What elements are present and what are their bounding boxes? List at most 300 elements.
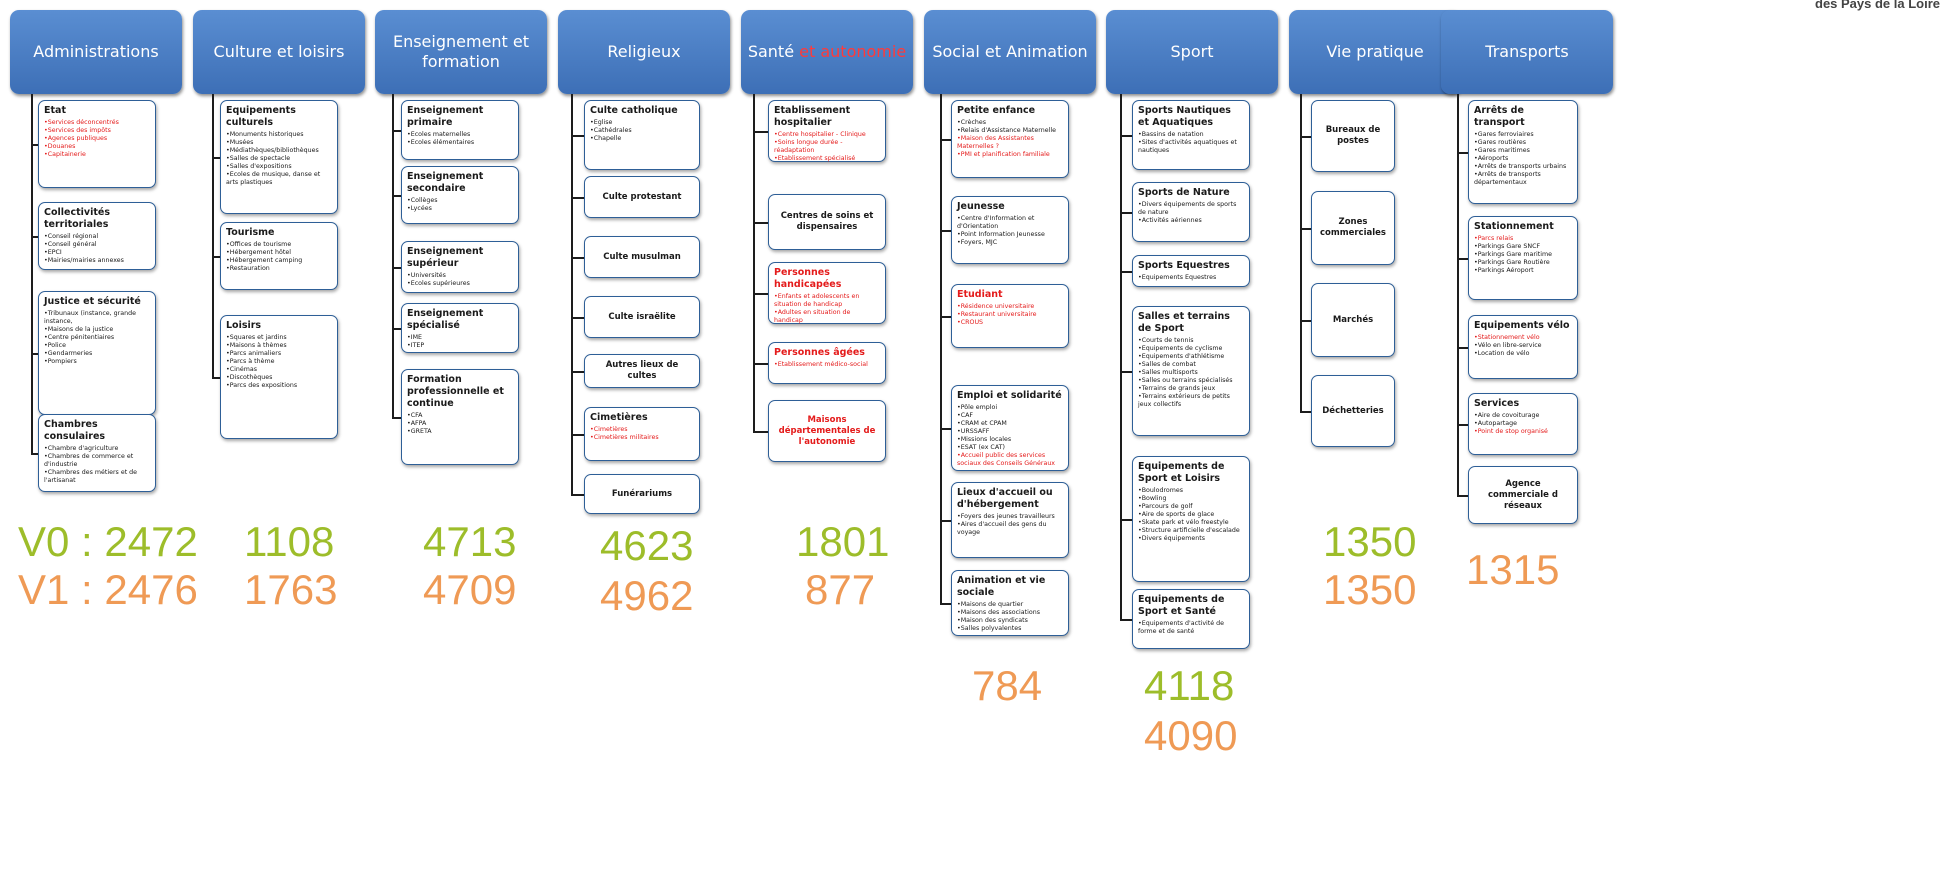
- list-item: • Cathédrales: [590, 127, 694, 135]
- list-item: • Crèches: [957, 119, 1063, 127]
- count-sante-v0: 1801: [796, 518, 890, 565]
- list-item: • Equipements d'athlétisme: [1138, 353, 1244, 361]
- count-viepr-v1: 1350: [1323, 566, 1417, 613]
- list-item: • Vélo en libre-service: [1474, 342, 1572, 350]
- subcategory-box[interactable]: [1132, 456, 1250, 582]
- connector-vertical-admin: [31, 94, 33, 453]
- list-item: • Services déconcentrés: [44, 119, 150, 127]
- connector-horizontal: [1120, 135, 1132, 137]
- list-item: • Salles de combat: [1138, 361, 1244, 369]
- header-label-text: Enseignement et formation: [392, 32, 530, 71]
- connector-horizontal: [1120, 371, 1132, 373]
- item-list: [1474, 412, 1572, 436]
- subcategory-title: Culte musulman: [603, 251, 681, 262]
- list-item: • Enfants et adolescents en situation de handicap: [774, 293, 880, 309]
- connector-vertical-social: [940, 94, 942, 603]
- list-item: • Foyers, MJC: [957, 239, 1063, 247]
- category-header-viepr[interactable]: [1289, 10, 1461, 94]
- subcategory-title: Culte catholique: [590, 105, 678, 116]
- item-list: [407, 272, 513, 288]
- list-item: • Divers équipements de sports de nature: [1138, 201, 1244, 217]
- list-item: • Parcs relais: [1474, 235, 1572, 243]
- subcategory-title: Lieux d'accueil ou d'hébergement: [957, 487, 1053, 510]
- list-item: • Musées: [226, 139, 332, 147]
- subcategory-title: Equipements culturels: [226, 105, 296, 128]
- list-item: • Restauration: [226, 265, 332, 273]
- list-item: • URSSAFF: [957, 428, 1063, 436]
- list-item: • Maison des syndicats: [957, 617, 1063, 625]
- header-label: [1485, 42, 1568, 62]
- subcategory-box[interactable]: [1132, 306, 1250, 436]
- list-item: • Ecoles maternelles: [407, 131, 513, 139]
- subcategory-box[interactable]: [401, 303, 519, 353]
- subcategory-box[interactable]: [220, 315, 338, 439]
- subcategory-box[interactable]: [38, 100, 156, 188]
- item-list: [957, 513, 1063, 537]
- subcategory-title: Centres de soins et dispensaires: [780, 211, 874, 232]
- list-item: • Etablissement médico-social: [774, 361, 880, 369]
- item-list: [774, 131, 880, 163]
- list-item: • Maisons de quartier: [957, 601, 1063, 609]
- item-list: [957, 601, 1063, 633]
- header-label-text: Social et Animation: [932, 42, 1088, 61]
- subcategory-box[interactable]: [951, 482, 1069, 558]
- category-header-relig[interactable]: [558, 10, 730, 94]
- connector-horizontal: [571, 197, 584, 199]
- list-item: • Terrains extérieurs de petits jeux collectifs: [1138, 393, 1244, 409]
- subcategory-title: Equipements de Sport et Loisirs: [1138, 461, 1225, 484]
- list-item: • Arrêts de transports départementaux: [1474, 171, 1572, 187]
- subcategory-title: Jeunesse: [957, 201, 1005, 212]
- subcategory-title: Enseignement primaire: [407, 105, 484, 128]
- list-item: • Skate park et vélo freestyle: [1138, 519, 1244, 527]
- subcategory-box[interactable]: [1311, 283, 1395, 357]
- subcategory-title: Sports Nautiques et Aquatiques: [1138, 105, 1231, 128]
- item-list: [226, 131, 332, 187]
- connector-horizontal: [753, 431, 768, 433]
- item-list: [1138, 620, 1244, 636]
- item-list: [957, 215, 1063, 247]
- list-item: • Bowling: [1138, 495, 1244, 503]
- list-item: • Location de vélo: [1474, 350, 1572, 358]
- count-sport-v0: 4118: [1144, 662, 1235, 709]
- subcategory-box[interactable]: [951, 385, 1069, 471]
- subcategory-title: Enseignement supérieur: [407, 246, 484, 269]
- subcategory-title: Loisirs: [226, 320, 262, 331]
- subcategory-box[interactable]: [584, 296, 700, 338]
- item-list: [44, 445, 150, 485]
- list-item: • Structure artificielle d'escalade: [1138, 527, 1244, 535]
- list-item: • Accueil public des services sociaux des Conseils Généraux: [957, 452, 1063, 468]
- list-item: • Conseil régional: [44, 233, 150, 241]
- list-item: • Gares maritimes: [1474, 147, 1572, 155]
- header-label-text: Santé: [747, 42, 795, 61]
- list-item: • Chambres des métiers et de l'artisanat: [44, 469, 150, 485]
- connector-horizontal: [212, 256, 220, 258]
- subcategory-title: Déchetteries: [1322, 405, 1384, 416]
- subcategory-box[interactable]: [584, 407, 700, 461]
- connector-horizontal: [1457, 424, 1468, 426]
- subcategory-title: Sports Equestres: [1138, 260, 1230, 271]
- list-item: • PMI et planification familiale: [957, 151, 1063, 159]
- list-item: • Mairies/mairies annexes: [44, 257, 150, 265]
- subcategory-title: Formation professionnelle et continue: [407, 374, 504, 409]
- list-item: • Monuments historiques: [226, 131, 332, 139]
- subcategory-box[interactable]: [951, 100, 1069, 178]
- count-culture-v1: 1763: [244, 566, 338, 613]
- connector-horizontal: [1300, 411, 1311, 413]
- subcategory-box[interactable]: [951, 196, 1069, 264]
- subcategory-box[interactable]: [1468, 216, 1578, 300]
- subcategory-title: Stationnement: [1474, 221, 1554, 232]
- subcategory-box[interactable]: [951, 570, 1069, 636]
- connector-horizontal: [571, 257, 584, 259]
- list-item: • Aéroports: [1474, 155, 1572, 163]
- subcategory-box[interactable]: [768, 400, 886, 462]
- item-list: [44, 119, 150, 159]
- subcategory-box[interactable]: [1311, 191, 1395, 265]
- category-header-enseig[interactable]: [375, 10, 547, 94]
- item-list: [774, 361, 880, 369]
- subcategory-box[interactable]: [1132, 589, 1250, 649]
- list-item: • Point de stop organisé: [1474, 428, 1572, 436]
- header-label-text: Religieux: [607, 42, 681, 61]
- list-item: • Ecoles élémentaires: [407, 139, 513, 147]
- subcategory-title: Equipements vélo: [1474, 320, 1570, 331]
- header-label-text: Transports: [1485, 42, 1569, 61]
- subcategory-title: Services: [1474, 398, 1520, 409]
- subcategory-box[interactable]: [38, 414, 156, 492]
- subcategory-box[interactable]: [1468, 393, 1578, 455]
- subcategory-box[interactable]: [38, 202, 156, 270]
- category-header-sante[interactable]: [741, 10, 913, 94]
- connector-horizontal: [212, 157, 220, 159]
- subcategory-box[interactable]: [1311, 100, 1395, 172]
- list-item: • Point Information Jeunesse: [957, 231, 1063, 239]
- list-item: • Equipements d'activité de forme et de santé: [1138, 620, 1244, 636]
- connector-horizontal: [31, 144, 38, 146]
- subcategory-box[interactable]: [768, 342, 886, 384]
- connector-vertical-enseig: [392, 94, 394, 417]
- connector-horizontal: [1120, 519, 1132, 521]
- subcategory-title: Chambres consulaires: [44, 419, 106, 442]
- list-item: • Gares ferroviaires: [1474, 131, 1572, 139]
- list-item: • Salles polyvalentes: [957, 625, 1063, 633]
- list-item: • Conseil général: [44, 241, 150, 249]
- connector-horizontal: [753, 222, 768, 224]
- connector-horizontal: [571, 434, 584, 436]
- list-item: • Maison des Assistantes Maternelles ?: [957, 135, 1063, 151]
- list-item: • CFA: [407, 412, 513, 420]
- subcategory-box[interactable]: [1468, 315, 1578, 379]
- list-item: • Stationnement vélo: [1474, 334, 1572, 342]
- list-item: • CROUS: [957, 319, 1063, 327]
- connector-horizontal: [1120, 212, 1132, 214]
- connector-horizontal: [1457, 152, 1468, 154]
- list-item: • Tribunaux (instance, grande instance,: [44, 310, 150, 326]
- item-list: [957, 404, 1063, 468]
- subcategory-box[interactable]: [1468, 100, 1578, 204]
- list-item: • Etablissement spécialisé: [774, 155, 880, 163]
- list-item: • Equipements de cyclisme: [1138, 345, 1244, 353]
- subcategory-title: Petite enfance: [957, 105, 1036, 116]
- brand-text: des Pays de la Loire: [1815, 0, 1940, 11]
- list-item: • Parkings Aéroport: [1474, 267, 1572, 275]
- list-item: • Pôle emploi: [957, 404, 1063, 412]
- subcategory-box[interactable]: [220, 222, 338, 290]
- list-item: • Divers équipements: [1138, 535, 1244, 543]
- count-relig-v1: 4962: [600, 572, 694, 619]
- subcategory-title: Etat: [44, 105, 66, 116]
- list-item: • Parcs à thème: [226, 358, 332, 366]
- list-item: • Salles ou terrains spécialisés: [1138, 377, 1244, 385]
- list-item: • Equipements Equestres: [1138, 274, 1244, 282]
- subcategory-title: Autres lieux de cultes: [605, 360, 679, 381]
- list-item: • CRAM et CPAM: [957, 420, 1063, 428]
- list-item: • Maisons de la justice: [44, 326, 150, 334]
- subcategory-box[interactable]: [1311, 375, 1395, 447]
- item-list: [1474, 334, 1572, 358]
- connector-horizontal: [1120, 271, 1132, 273]
- connector-horizontal: [571, 317, 584, 319]
- item-list: [407, 131, 513, 147]
- subcategory-box[interactable]: [401, 100, 519, 160]
- list-item: • Aires d'accueil des gens du voyage: [957, 521, 1063, 537]
- connector-horizontal: [571, 135, 584, 137]
- list-item: • Maisons à thèmes: [226, 342, 332, 350]
- connector-horizontal: [212, 377, 220, 379]
- count-enseig-v0: 4713: [423, 518, 517, 565]
- subcategory-title: Culte protestant: [602, 191, 682, 202]
- subcategory-title: Salles et terrains de Sport: [1138, 311, 1230, 334]
- list-item: • Maisons des associations: [957, 609, 1063, 617]
- subcategory-box[interactable]: [584, 100, 700, 170]
- count-transp-v1: 1315: [1466, 546, 1560, 593]
- subcategory-title: Justice et sécurité: [44, 296, 141, 307]
- category-header-transp[interactable]: [1441, 10, 1613, 94]
- subcategory-title: Culte israëlite: [608, 311, 676, 322]
- subcategory-title: Equipements de Sport et Santé: [1138, 594, 1225, 617]
- connector-horizontal: [940, 520, 951, 522]
- subcategory-box[interactable]: [401, 369, 519, 465]
- subcategory-title: Collectivités territoriales: [44, 207, 110, 230]
- connector-horizontal: [753, 293, 768, 295]
- count-sante-v1: 877: [805, 566, 876, 613]
- subcategory-box[interactable]: [768, 100, 886, 162]
- subcategory-box[interactable]: [220, 100, 338, 214]
- list-item: • Adultes en situation de handicap: [774, 309, 880, 325]
- list-item: • ITEP: [407, 342, 513, 350]
- item-list: [1474, 131, 1572, 187]
- list-item: • Agences publiques: [44, 135, 150, 143]
- list-item: • Parcs des expositions: [226, 382, 332, 390]
- list-item: • Hébergement hôtel: [226, 249, 332, 257]
- item-list: [407, 334, 513, 350]
- list-item: • Médiathèques/bibliothèques: [226, 147, 332, 155]
- connector-horizontal: [1457, 258, 1468, 260]
- subcategory-box[interactable]: [401, 166, 519, 224]
- item-list: [1138, 131, 1244, 155]
- item-list: [44, 233, 150, 265]
- list-item: • Parkings Gare SNCF: [1474, 243, 1572, 251]
- list-item: • ESAT (ex CAT): [957, 444, 1063, 452]
- connector-horizontal: [1300, 136, 1311, 138]
- list-item: • Cinémas: [226, 366, 332, 374]
- subcategory-title: Funérariums: [611, 488, 673, 499]
- list-item: • Hébergement camping: [226, 257, 332, 265]
- connector-horizontal: [392, 130, 401, 132]
- category-header-culture[interactable]: [193, 10, 365, 94]
- subcategory-title: Arrêts de transport: [1474, 105, 1525, 128]
- connector-horizontal: [392, 417, 401, 419]
- subcategory-title: Cimetières: [590, 412, 648, 423]
- count-enseig-v1: 4709: [423, 566, 517, 613]
- list-item: • Gares routières: [1474, 139, 1572, 147]
- subcategory-title: Etablissement hospitalier: [774, 105, 851, 128]
- list-item: • Ecoles de musique, danse et arts plastiques: [226, 171, 332, 187]
- connector-horizontal: [392, 195, 401, 197]
- list-item: • Gendarmeries: [44, 350, 150, 358]
- header-label-text: Administrations: [33, 42, 159, 61]
- subcategory-title: Enseignement spécialisé: [407, 308, 484, 331]
- item-list: [44, 310, 150, 366]
- connector-horizontal: [31, 353, 38, 355]
- count-social-v1: 784: [972, 662, 1043, 709]
- header-label-text: Vie pratique: [1326, 42, 1424, 61]
- list-item: • Soins longue durée - réadaptation: [774, 139, 880, 155]
- connector-horizontal: [571, 494, 584, 496]
- subcategory-box[interactable]: [584, 354, 700, 388]
- header-label-red-text: et autonomie: [799, 42, 907, 61]
- item-list: [1474, 235, 1572, 275]
- item-list: [407, 197, 513, 213]
- subcategory-title: Enseignement secondaire: [407, 171, 484, 194]
- subcategory-box[interactable]: [1468, 466, 1578, 524]
- header-label: [375, 32, 547, 72]
- list-item: • Parcs animaliers: [226, 350, 332, 358]
- connector-horizontal: [1300, 320, 1311, 322]
- list-item: • Missions locales: [957, 436, 1063, 444]
- subcategory-box[interactable]: [768, 194, 886, 250]
- count-culture-v0: 1108: [244, 518, 335, 565]
- count-admin-v1: V1 : 2476: [18, 566, 198, 613]
- list-item: • Universités: [407, 272, 513, 280]
- item-list: [774, 293, 880, 325]
- subcategory-box[interactable]: [1132, 255, 1250, 287]
- list-item: • Capitainerie: [44, 151, 150, 159]
- subcategory-box[interactable]: [768, 262, 886, 324]
- list-item: • Discothèques: [226, 374, 332, 382]
- subcategory-title: Sports de Nature: [1138, 187, 1230, 198]
- list-item: • Courts de tennis: [1138, 337, 1244, 345]
- list-item: • Centre d'Information et d'Orientation: [957, 215, 1063, 231]
- connector-horizontal: [1120, 619, 1132, 621]
- subcategory-box[interactable]: [584, 474, 700, 514]
- connector-horizontal: [940, 603, 951, 605]
- subcategory-box[interactable]: [951, 284, 1069, 348]
- subcategory-box[interactable]: [38, 291, 156, 415]
- connector-vertical-transp: [1457, 94, 1459, 495]
- subcategory-box[interactable]: [584, 236, 700, 278]
- connector-horizontal: [31, 236, 38, 238]
- connector-horizontal: [940, 230, 951, 232]
- subcategory-title: Animation et vie sociale: [957, 575, 1046, 598]
- subcategory-title: Tourisme: [226, 227, 275, 238]
- connector-horizontal: [940, 428, 951, 430]
- list-item: • Offices de tourisme: [226, 241, 332, 249]
- connector-vertical-culture: [212, 94, 214, 377]
- header-label: [932, 42, 1087, 62]
- list-item: • Résidence universitaire: [957, 303, 1063, 311]
- connector-horizontal: [1457, 347, 1468, 349]
- item-list: [957, 303, 1063, 327]
- list-item: • Douanes: [44, 143, 150, 151]
- list-item: • CAF: [957, 412, 1063, 420]
- subcategory-title: Etudiant: [957, 289, 1003, 300]
- list-item: • Squares et jardins: [226, 334, 332, 342]
- subcategory-title: Marchés: [1332, 314, 1374, 325]
- subcategory-box[interactable]: [1132, 182, 1250, 242]
- header-label: [1326, 42, 1423, 62]
- list-item: • Arrêts de transports urbains: [1474, 163, 1572, 171]
- subcategory-title: Bureaux de postes: [1325, 125, 1381, 146]
- list-item: • Foyers des jeunes travailleurs: [957, 513, 1063, 521]
- subcategory-box[interactable]: [584, 176, 700, 218]
- list-item: • Centre pénitentiaires: [44, 334, 150, 342]
- category-header-social[interactable]: [924, 10, 1096, 94]
- item-list: [1138, 201, 1244, 225]
- list-item: • EPCI: [44, 249, 150, 257]
- connector-vertical-sante: [753, 94, 755, 431]
- list-item: • Collèges: [407, 197, 513, 205]
- item-list: [590, 426, 694, 442]
- header-label-text: Culture et loisirs: [213, 42, 345, 61]
- connector-horizontal: [1457, 495, 1468, 497]
- list-item: • Eglise: [590, 119, 694, 127]
- list-item: • Services des impôts: [44, 127, 150, 135]
- list-item: • Police: [44, 342, 150, 350]
- list-item: • Salles d'expositions: [226, 163, 332, 171]
- category-header-admin[interactable]: [10, 10, 182, 94]
- subcategory-title: Personnes handicapées: [774, 267, 842, 290]
- subcategory-title: Agence commerciale d réseaux: [1488, 478, 1558, 511]
- header-label: [33, 42, 158, 62]
- item-list: [590, 119, 694, 143]
- list-item: • AFPA: [407, 420, 513, 428]
- header-label-text: Sport: [1170, 42, 1214, 61]
- subcategory-title: Zones commerciales: [1320, 217, 1386, 238]
- category-header-sport[interactable]: [1106, 10, 1278, 94]
- list-item: • Parkings Gare Routière: [1474, 259, 1572, 267]
- list-item: • Chambres de commerce et d'industrie: [44, 453, 150, 469]
- connector-horizontal: [753, 131, 768, 133]
- count-admin-v0: V0 : 2472: [18, 518, 198, 565]
- list-item: • Activités aériennes: [1138, 217, 1244, 225]
- item-list: [226, 334, 332, 390]
- subcategory-title: Emploi et solidarité: [957, 390, 1062, 401]
- connector-horizontal: [571, 371, 584, 373]
- list-item: • Salles de spectacle: [226, 155, 332, 163]
- item-list: [957, 119, 1063, 159]
- connector-vertical-viepr: [1300, 94, 1302, 411]
- connector-vertical-sport: [1120, 94, 1122, 619]
- subcategory-box[interactable]: [401, 241, 519, 293]
- subcategory-box[interactable]: [1132, 100, 1250, 170]
- list-item: • Cimetières militaires: [590, 434, 694, 442]
- list-item: • Autopartage: [1474, 420, 1572, 428]
- item-list: [1138, 487, 1244, 543]
- header-label: [607, 42, 680, 62]
